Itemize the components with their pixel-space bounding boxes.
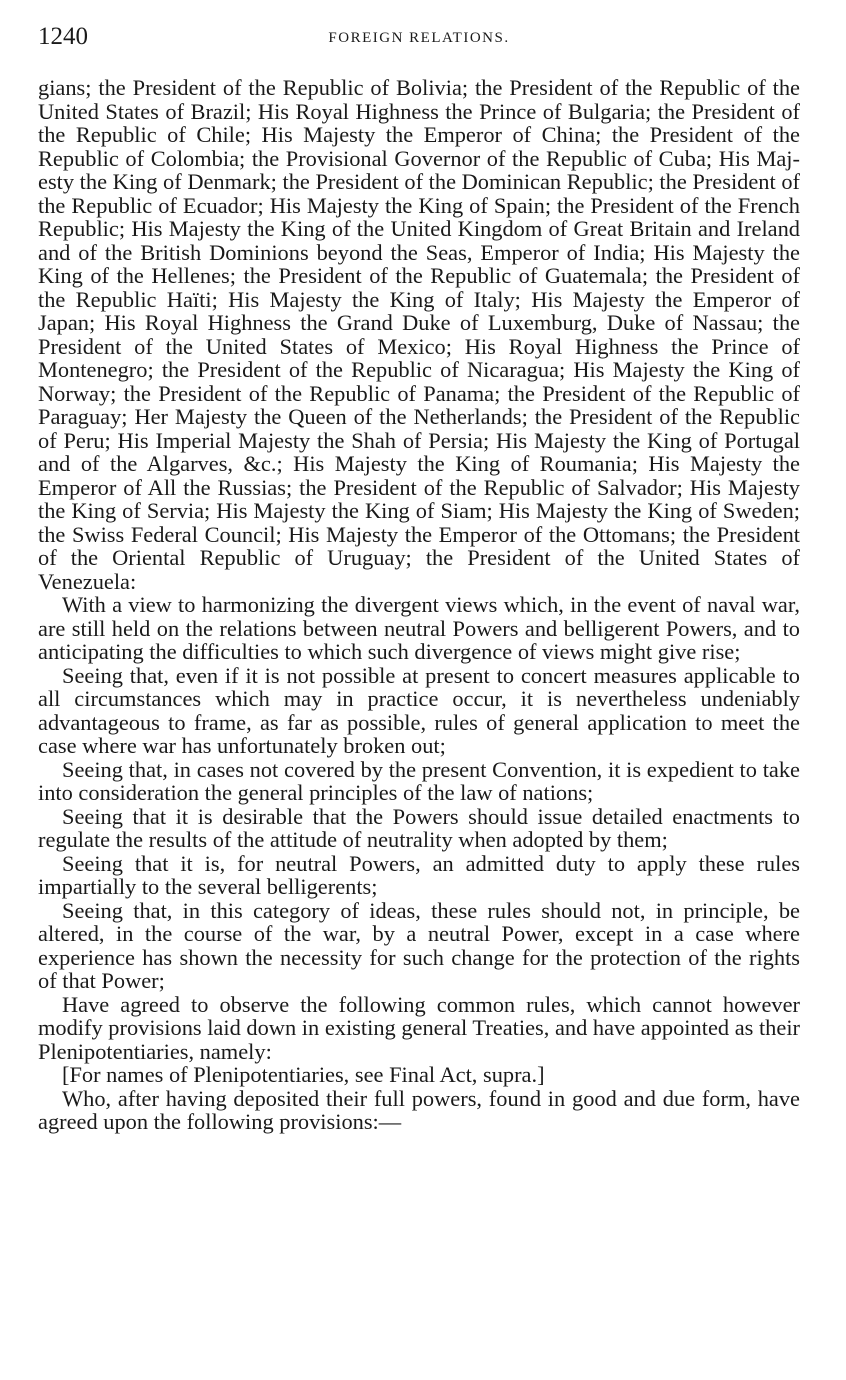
page-header xyxy=(38,22,800,56)
paragraph: Seeing that it is desirable that the Powers should issue detailed enactments to regulate the results of the attitude of neutrality when adopted by them; xyxy=(38,803,800,852)
paragraph: With a view to harmonizing the divergent views which, in the event of naval war, are still held on the relations between neutral Powers and belligerent Powers, and to anticipating the difficulties to which such divergence of views might give rise; xyxy=(38,592,800,664)
bracketed-note: [For names of Plenipotentiaries, see Final Act, supra.] xyxy=(62,1062,545,1087)
paragraph: Seeing that it is, for neutral Powers, an admitted duty to apply these rules impartially to the several belligerents; xyxy=(38,850,800,899)
paragraph: Have agreed to observe the following common rules, which cannot however modify provisions laid down in existing general Treaties, and have appointed as their Plenipotentiaries, namely: xyxy=(38,991,800,1064)
page-number: 1240 xyxy=(38,23,88,50)
paragraph: Seeing that, in cases not covered by the present Convention, it is expedient to take into consideration the general principles of the law of nations; xyxy=(38,756,800,805)
paragraph: Seeing that, in this category of ideas, these rules should not, in principle, be altered, in the course of the war, by a neutral Power, except in a case where experience has shown the necessity for such change for the protection of the rights of that Power; xyxy=(38,897,800,993)
document-page xyxy=(38,22,800,1134)
preamble-paragraph: gians; the President of the Republic of Bolivia; the President of the Republic of the United States of Brazil; His Royal Highness the Prince of Bulgaria; the President of the Republic of Chile; His Majesty the Emperor of China; the President of the Republic of Colombia; the Provisional Governor of the Republic of Cuba; His Majesty the King of Denmark; the President of the Dominican Republic; the President of the Republic of Ecuador; His Majesty the King of Spain; the President of the French Republic; His Majesty the King of the United Kingdom of Great Britain and Ireland and of the British Dominions beyond the Seas, Emperor of India; His Majesty the King of the Hellenes; the President of the Republic of Guatemala; the President of the Republic Haïti; His Majesty the King of Italy; His Majesty the Emperor of Japan; His Royal Highness the Grand Duke of Luxemburg, Duke of Nassau; the President of the United States of Mexico; His Royal Highness the Prince of Montenegro; the President of the Republic of Nicaragua; His Majesty the King of Norway; the President of the Republic of Panama; the President of the Republic of Paraguay; Her Majesty the Queen of the Netherlands; the President of the Republic of Peru; His Imperial Majesty the Shah of Persia; His Majesty the King of Portugal and of the Algarves, &c.; His Majesty the King of Roumania; His Majesty the Emperor of All the Russias; the President of the Republic of Salvador; His Majesty the King of Servia; His Majesty the King of Siam; His Majesty the King of Sweden; the Swiss Federal Council; His Majesty the Emperor of the Ottomans; the President of the Oriental Republic of Uruguay; the President of the United States of Venezuela: xyxy=(38,75,800,594)
paragraph: Seeing that, even if it is not possible at present to concert measures applicable to all circumstances which may in practice occur, it is nevertheless undeniably advantageous to frame, as far as possible, rules of general application to meet the case where war has unfortunately broken out; xyxy=(38,662,800,758)
running-head: FOREIGN RELATIONS. xyxy=(328,30,510,46)
body-text xyxy=(38,76,800,1134)
paragraph: Who, after having deposited their full powers, found in good and due form, have agreed upon the following provisions:— xyxy=(38,1085,800,1134)
